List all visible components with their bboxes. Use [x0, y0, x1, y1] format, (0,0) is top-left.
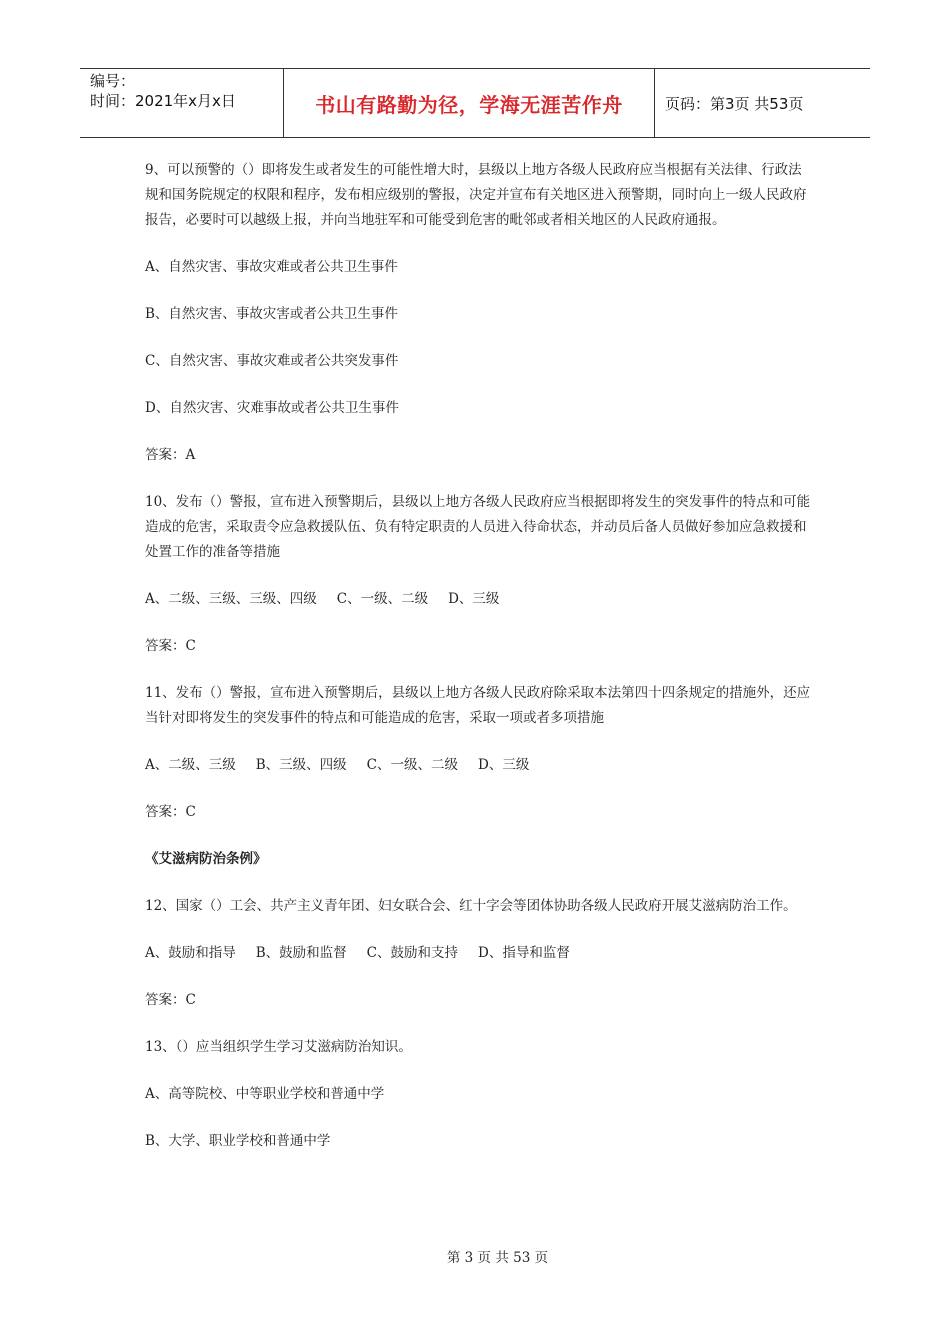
- question-13-text: 13、（）应当组织学生学习艾滋病防治知识。: [145, 1039, 412, 1055]
- header-page-info: [655, 69, 870, 137]
- question-10-option-a: A、二级、三级、三级、四级: [145, 591, 317, 607]
- question-12-option-d: D、指导和监督: [478, 945, 570, 961]
- question-10-option-d: D、三级: [448, 591, 500, 607]
- question-11-option-c: C、一级、二级: [366, 757, 459, 773]
- question-13-option-a: A、高等院校、中等职业学校和普通中学: [145, 1086, 385, 1102]
- number-label: 编号：: [90, 72, 136, 90]
- question-11-option-d: D、三级: [478, 757, 530, 773]
- question-12-answer: 答案：C: [145, 992, 196, 1008]
- question-9-text: 9、可以预警的（）即将发生或者发生的可能性增大时，县级以上地方各级人民政府应当根据有关法律、行政法规和国务院规定的权限和程序，发布相应级别的警报，决定并宣布有关地区进入预警期，同时向上一级人民政府报告，必要时可以越级上报，并向当地驻军和可能受到危害的毗邻或者相关地区的人民政府通报。: [145, 162, 807, 228]
- time-label: 时间：2021年x月x日: [90, 92, 236, 110]
- section-title: 《艾滋病防治条例》: [145, 851, 267, 867]
- question-12-option-c: C、鼓励和支持: [366, 945, 459, 961]
- question-10-options: [145, 587, 815, 612]
- question-12-option-a: A、鼓励和指导: [145, 945, 236, 961]
- question-10-text: 10、发布（）警报，宣布进入预警期后，县级以上地方各级人民政府应当根据即将发生的突发事件的特点和可能造成的危害，采取责令应急救援队伍、负有特定职责的人员进入待命状态，并动员后备人员做好参加应急救援和处置工作的准备等措施: [145, 494, 811, 560]
- question-9-answer: 答案：A: [145, 447, 196, 463]
- question-11-option-b: B、三级、四级: [255, 757, 347, 773]
- question-11-options: [145, 753, 815, 778]
- motto-text: 书山有路勤为径，学海无涯苦作舟: [315, 92, 623, 117]
- page-info-text: 页码：第3页 共53页: [665, 94, 804, 113]
- question-13-option-b: B、大学、职业学校和普通中学: [145, 1133, 331, 1149]
- header-meta: [80, 69, 283, 137]
- question-10-answer: 答案：C: [145, 638, 196, 654]
- page-footer: [0, 1246, 950, 1266]
- page-footer-text: 第 3 页 共 53 页: [446, 1250, 549, 1266]
- question-9-option-a: A、自然灾害、事故灾难或者公共卫生事件: [145, 259, 398, 275]
- document-body: [145, 158, 815, 1176]
- question-9-option-c: C、自然灾害、事故灾难或者公共突发事件: [145, 353, 399, 369]
- question-11-text: 11、发布（）警报，宣布进入预警期后，县级以上地方各级人民政府除采取本法第四十四条规定的措施外，还应当针对即将发生的突发事件的特点和可能造成的危害，采取一项或者多项措施: [145, 685, 811, 726]
- question-10-option-c: C、一级、二级: [336, 591, 429, 607]
- question-12-text: 12、国家（）工会、共产主义青年团、妇女联合会、红十字会等团体协助各级人民政府开展艾滋病防治工作。: [145, 898, 797, 914]
- page-header: [80, 68, 870, 138]
- header-motto-cell: [283, 69, 655, 137]
- question-9-option-d: D、自然灾害、灾难事故或者公共卫生事件: [145, 400, 399, 416]
- question-12-options: [145, 941, 815, 966]
- question-11-option-a: A、二级、三级: [145, 757, 236, 773]
- question-11-answer: 答案：C: [145, 804, 196, 820]
- question-9-option-b: B、自然灾害、事故灾害或者公共卫生事件: [145, 306, 398, 322]
- question-12-option-b: B、鼓励和监督: [255, 945, 347, 961]
